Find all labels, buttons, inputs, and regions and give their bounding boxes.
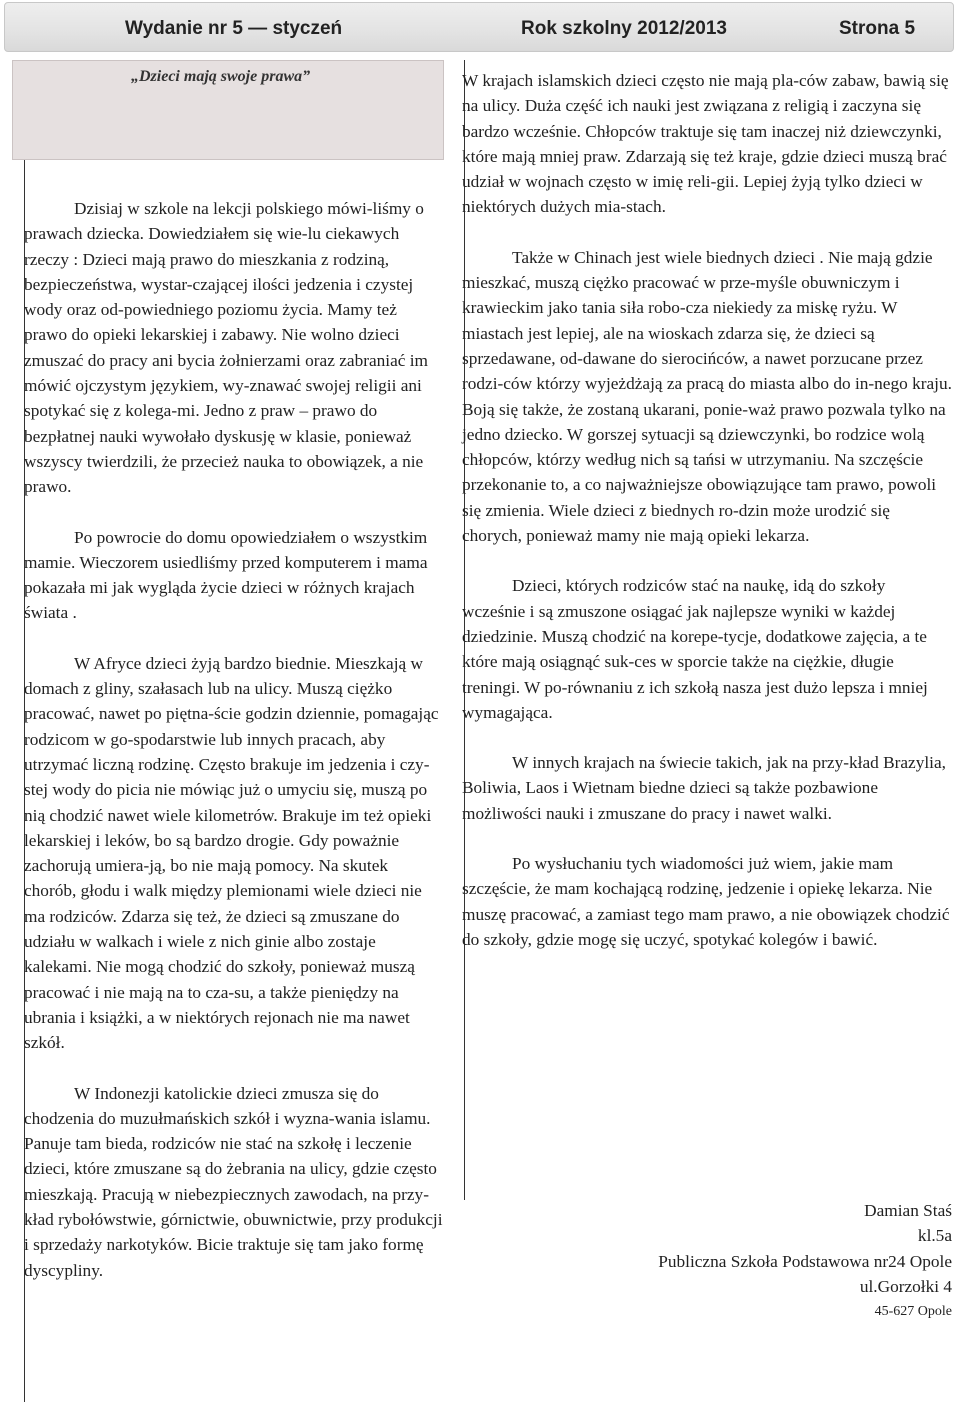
school-year-label: Rok szkolny 2012/2013 — [521, 18, 727, 39]
paragraph: W innych krajach na świecie takich, jak na przy-kład Brazylia, Boliwia, Laos i Wietnam biedne dzieci są także pozbawione możliwości nauki i zmuszane do pracy i nawet walki. — [462, 753, 946, 823]
paragraph: Po wysłuchaniu tych wiadomości już wiem, jakie mam szczęście, że mam kochającą rodzinę, jedzenie i opiekę lekarza. Nie muszę pracować, a zamiast tego mam prawo, a nie obowiązek chodzić do szkoły, gdzie mogę się uczyć, spotykać kolegów i bawić. — [462, 854, 950, 949]
paragraph: Po powrocie do domu opowiedziałem o wszystkim mamie. Wieczorem usiedliśmy przed komputerem i mama pokazała mi jak wygląda życie dzieci w różnych krajach świata . — [24, 527, 428, 623]
paragraph: W Indonezji katolickie dzieci zmusza się do chodzenia do muzułmańskich szkół i wyzna-wania islamu. Panuje tam bieda, rodziców nie stać na szkołę i leczenie dzieci, które zmuszane są do żebrania na ulicy, gdzie często mieszkają. Pracują w niebezpiecznych zawodach, na przy-kład rybołówstwie, górnictwie, obuwnictwie, przy produkcji i sprzedaży narkotyków. Bicie traktuje się tam jako formę dyscypliny. — [24, 1083, 443, 1280]
page-header — [4, 2, 954, 52]
paragraph: Dzieci, których rodziców stać na naukę, idą do szkoły wcześnie i są zmuszone osiągać jak najlepsze wyniki w każdej dziedzinie. Muszą chodzić na korepe-tycje, dodatkowe zajęcia, a te które mają osiągnąć suk-ces w sporcie także na ciężkie, długie treningi. W po-równaniu z ich szkołą nasza jest dużo lepsza i mniej wymagająca. — [462, 576, 928, 722]
right-text — [462, 68, 952, 952]
article-title-box — [12, 60, 444, 160]
paragraph: Dzisiaj w szkole na lekcji polskiego mówi-liśmy o prawach dziecka. Dowiedziałem się wie-lu ciekawych rzeczy : Dzieci mają prawo do mieszkania z rodziną, bezpieczeństwa, wystar-czającej ilości jedzenia i czystej wody oraz od-powiedniego poziomu życia. Mamy też prawo do opieki lekarskiej i zabawy. Nie wolno dzieci zmuszać do pracy ani bycia żołnierzami oraz zabraniać im mówić ojczystym językiem, wy-znawać swojej religii ani spotykać się z kolega-mi. Jedno z praw – prawo do bezpłatnej nauki wywołało dyskusję w klasie, ponieważ wszyscy twierdzili, że przecież nauka to obowiązek, a nie prawo. — [24, 199, 428, 497]
page-number-label: Strona 5 — [839, 18, 916, 39]
issue-label: Wydanie nr 5 — styczeń — [125, 18, 343, 39]
paragraph: Także w Chinach jest wiele biednych dzieci . Nie mają gdzie mieszkać, muszą ciężko pracować w prze-myśle obuwniczym i krawieckim jako tania siła robo-cza niekiedy za miskę ryżu. W miastach jest lepiej, ale na wioskach zdarza się, że dzieci są sprzedawane, od-dawane do sierocińców, a nawet porzucane przez rodzi-ców którzy wyjeżdżają za pracą do miasta albo do in-nego kraju. Boją się także, że zostaną ukarani, ponie-waż prawo pozwala tylko na jedno dziecko. W gorszej sytuacji są dziewczynki, bo rodzice wolą chłopców, którzy według nich są tańsi w utrzymaniu. Na szczęście przekonanie to, a co najważniejsze obowiązujące tam prawo, powoli się zmienia. Wiele dzieci z biednych ro-dzin może urodzić się chorych, ponieważ mamy nie mają opieki lekarza. — [462, 247, 952, 546]
author-name: Damian Staś — [864, 1201, 952, 1220]
author-class: kl.5a — [917, 1226, 952, 1246]
author-signature — [512, 1198, 952, 1324]
article-title: „Dzieci mają swoje prawa” — [131, 68, 311, 85]
left-column — [12, 60, 444, 1402]
school-name: Publiczna Szkoła Podstawowa nr24 Opole — [658, 1251, 952, 1271]
right-column — [452, 60, 956, 1200]
paragraph: W krajach islamskich dzieci często nie mają pla-ców zabaw, bawią się na ulicy. Duża część ich nauki jest związana z religią i zaczyna się bardzo wcześnie. Chłopców traktuje się tam inaczej niż dziewczynki, które mają mniej praw. Zdarzają się też kraje, gdzie dzieci muszą brać udział w wojnach często w imię reli-gii. Lepiej żyją tylko dzieci w niektórych dużych mia-stach. — [462, 71, 949, 217]
left-text — [24, 196, 444, 1283]
paragraph: W Afryce dzieci żyją bardzo biednie. Mieszkają w domach z gliny, szałasach lub na ulicy. Muszą ciężko pracować, nawet po piętna-ście godzin dziennie, pomagając rodzicom w go-spodarstwie lub innych pracach, aby utrzymać liczną rodzinę. Często brakuje im jedzenia i czy-stej wody do picia nie mówiąc już o umyciu się, muszą po nią chodzić nawet wiele kilometrów. Brakuje im też opieki lekarskiej i leków, bo są bardzo drogie. Gdy poważnie zachorują umiera-ją, bo nie mają pomocy. Na skutek chorób, głodu i walk między plemionami wiele dzieci nie ma rodziców. Zdarza się też, że dzieci są zmuszane do udziału w walkach i wiele z nich ginie albo zostaje kalekami. Nie mogą chodzić do szkoły, ponieważ muszą pracować i nie mają na to cza-su, a także pieniędzy na ubrania i książki, a w niektórych rejonach nie ma nawet szkół. — [24, 653, 439, 1053]
school-street: ul.Gorzołki 4 — [859, 1276, 952, 1296]
school-postal: 45-627 Opole — [874, 1304, 952, 1320]
